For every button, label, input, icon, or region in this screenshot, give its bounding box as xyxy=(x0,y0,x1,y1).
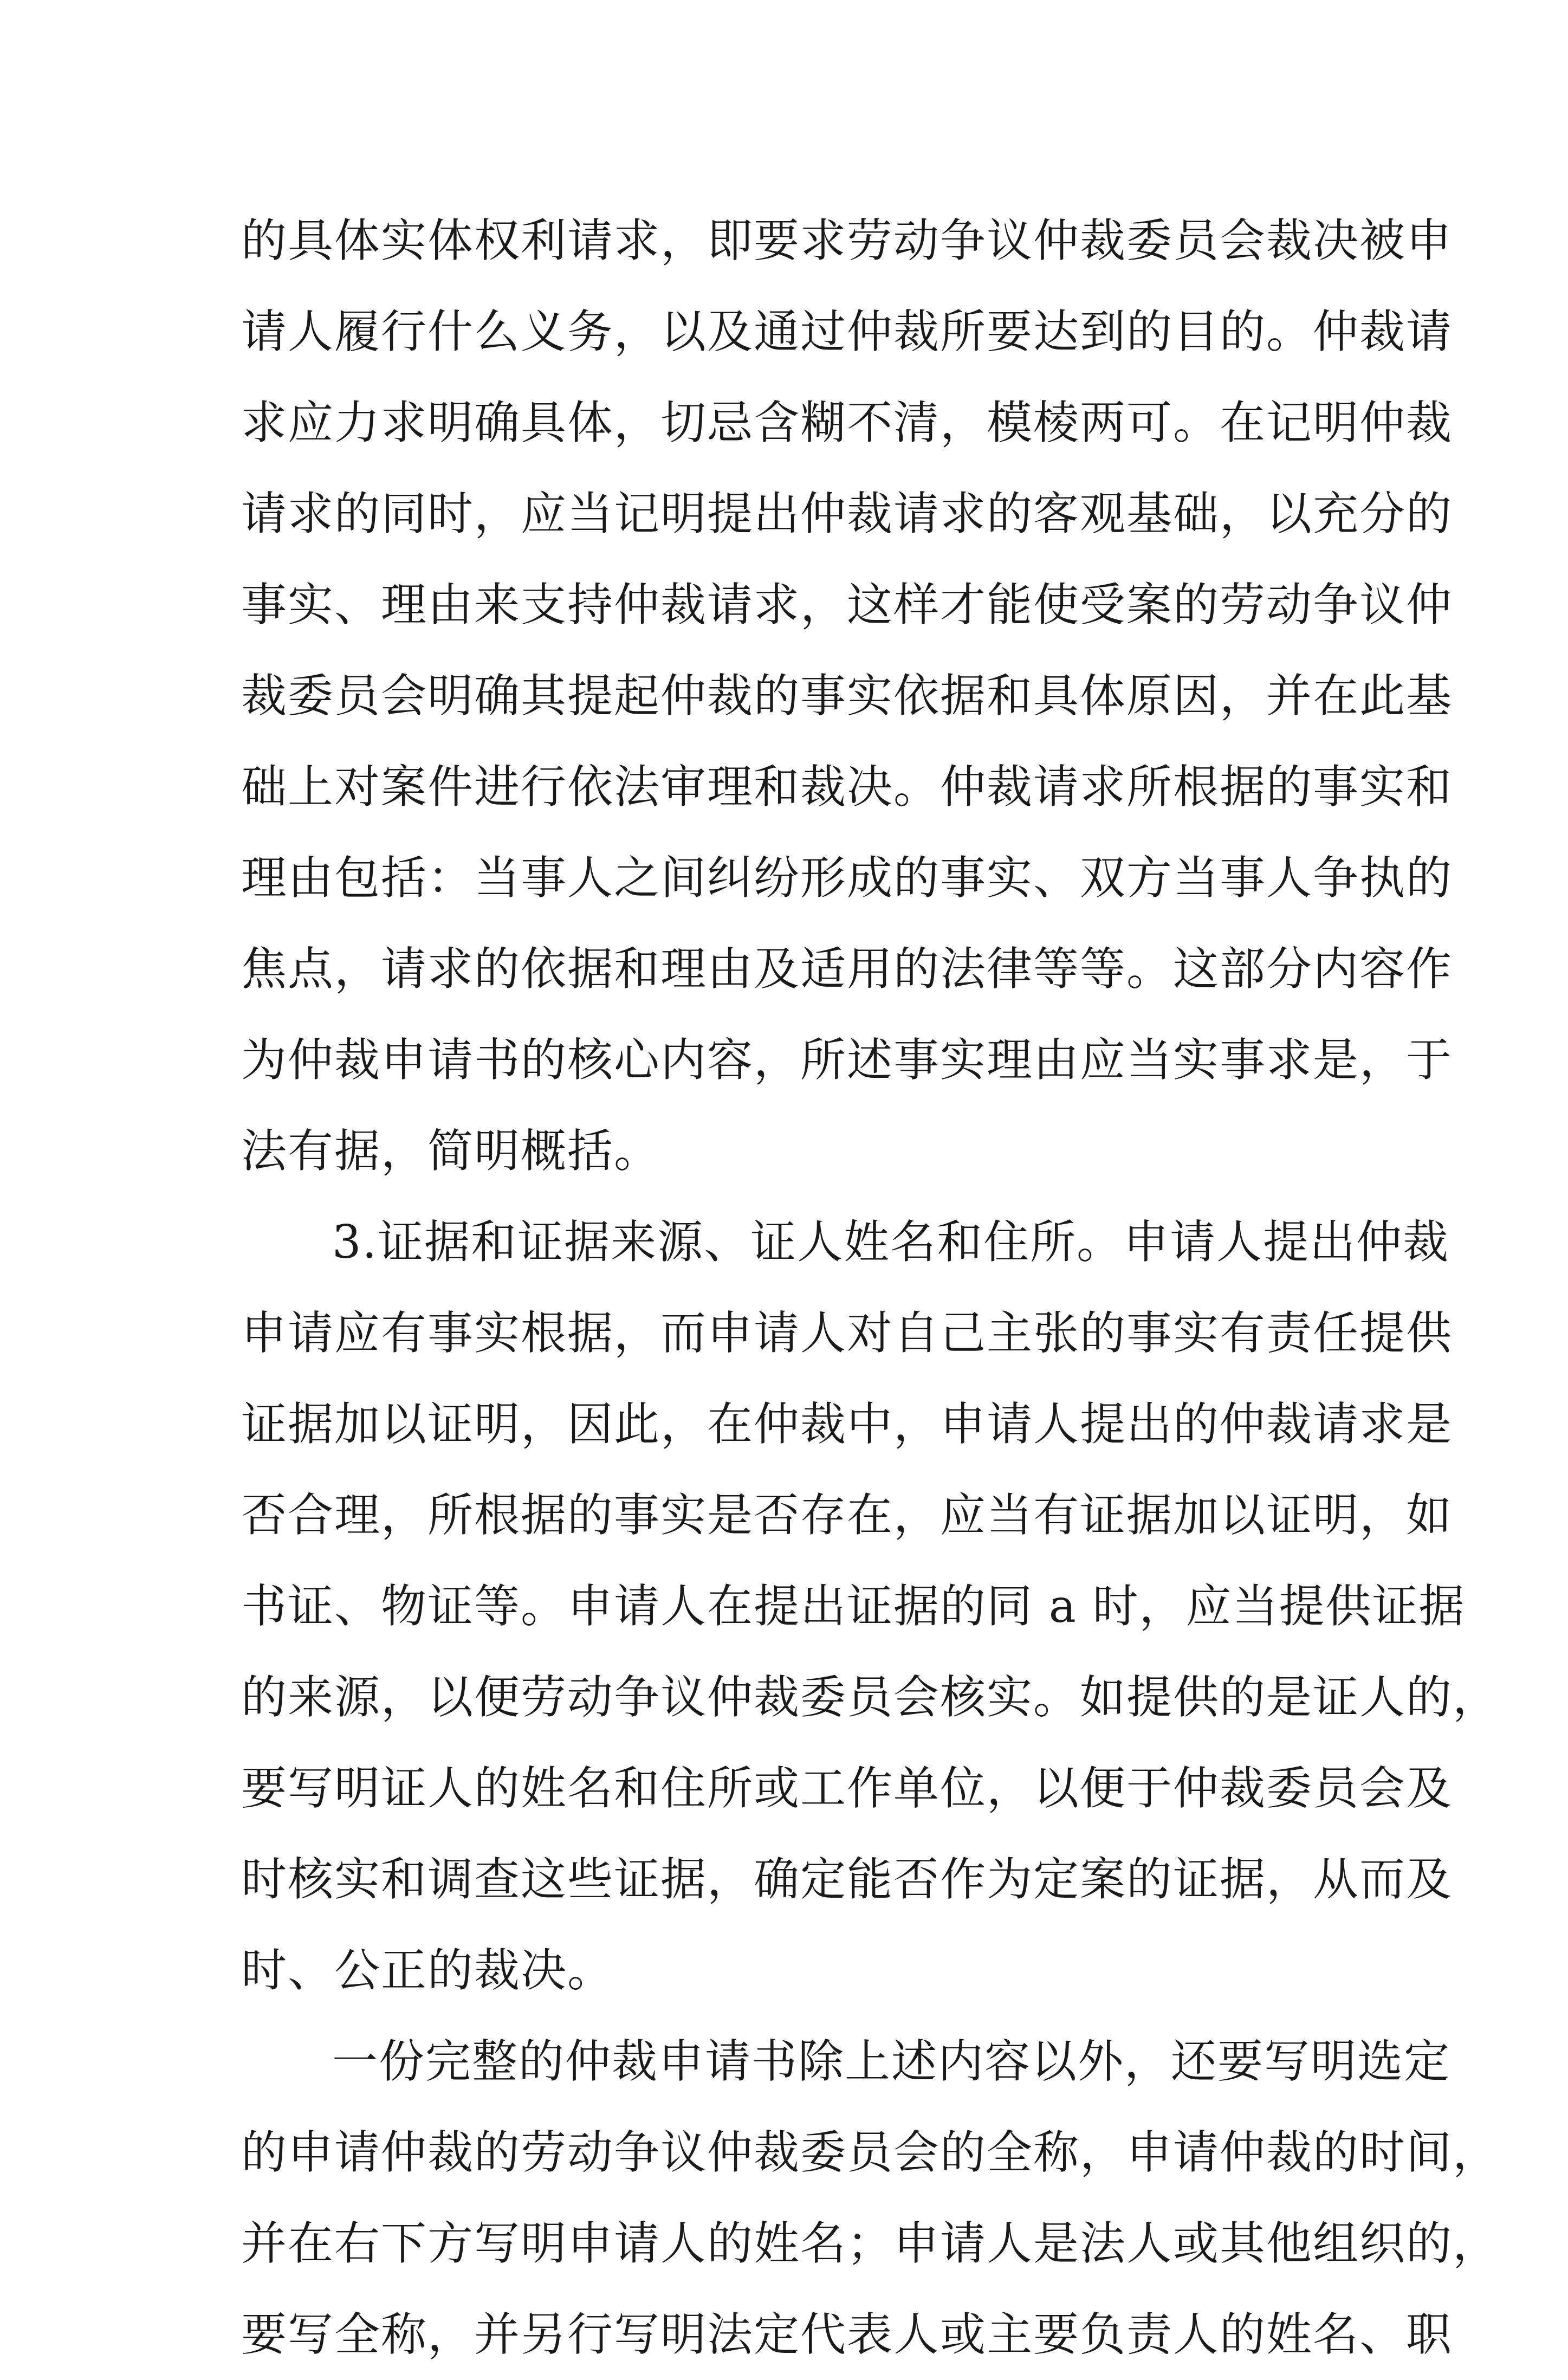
text-line: 书证、物证等。申请人在提出证据的同 a 时，应当提供证据 xyxy=(241,1580,1466,1633)
paragraph-start-line: 一份完整的仲裁申请书除上述内容以外，还要写明选定 xyxy=(332,2035,1451,2088)
text-line: 申请应有事实根据，而申请人对自己主张的事实有责任提供 xyxy=(241,1307,1453,1360)
text-line: 要写明证人的姓名和住所或工作单位，以便于仲裁委员会及 xyxy=(241,1762,1453,1815)
paragraph-end-line: 法有据，简明概括。 xyxy=(241,1124,661,1178)
text-line: 的具体实体权利请求，即要求劳动争议仲裁委员会裁决被申 xyxy=(241,214,1453,267)
paragraph-end-line: 时、公正的裁决。 xyxy=(241,1944,614,1997)
text-line: 的来源，以便劳动争议仲裁委员会核实。如提供的是证人的， xyxy=(241,1671,1500,1724)
body-text xyxy=(241,195,1500,2380)
text-line: 否合理，所根据的事实是否存在，应当有证据加以证明，如 xyxy=(241,1489,1453,1542)
text-line: 证据加以证明，因此，在仲裁中，申请人提出的仲裁请求是 xyxy=(241,1398,1453,1451)
paragraph-start-line: 3.证据和证据来源、证人姓名和住所。申请人提出仲裁 xyxy=(332,1215,1450,1269)
text-line: 并在右下方写明申请人的姓名；申请人是法人或其他组织的， xyxy=(241,2217,1500,2270)
text-line: 裁委员会明确其提起仲裁的事实依据和具体原因，并在此基 xyxy=(241,669,1453,722)
text-line: 请人履行什么义务，以及通过仲裁所要达到的目的。仲裁请 xyxy=(241,305,1453,358)
text-line: 为仲裁申请书的核心内容，所述事实理由应当实事求是，于 xyxy=(241,1033,1453,1086)
text-line: 要写全称，并另行写明法定代表人或主要负责人的姓名、职 xyxy=(241,2308,1453,2361)
text-line: 理由包括：当事人之间纠纷形成的事实、双方当事人争执的 xyxy=(241,851,1453,904)
text-line: 焦点，请求的依据和理由及适用的法律等等。这部分内容作 xyxy=(241,942,1453,995)
text-line: 事实、理由来支持仲裁请求，这样才能使受案的劳动争议仲 xyxy=(241,578,1453,631)
text-line: 求应力求明确具体，切忌含糊不清，模棱两可。在记明仲裁 xyxy=(241,396,1453,449)
text-line: 请求的同时，应当记明提出仲裁请求的客观基础，以充分的 xyxy=(241,487,1453,540)
text-line: 时核实和调查这些证据，确定能否作为定案的证据，从而及 xyxy=(241,1853,1453,1906)
text-line: 的申请仲裁的劳动争议仲裁委员会的全称，申请仲裁的时间， xyxy=(241,2126,1500,2179)
text-line: 础上对案件进行依法审理和裁决。仲裁请求所根据的事实和 xyxy=(241,760,1453,813)
